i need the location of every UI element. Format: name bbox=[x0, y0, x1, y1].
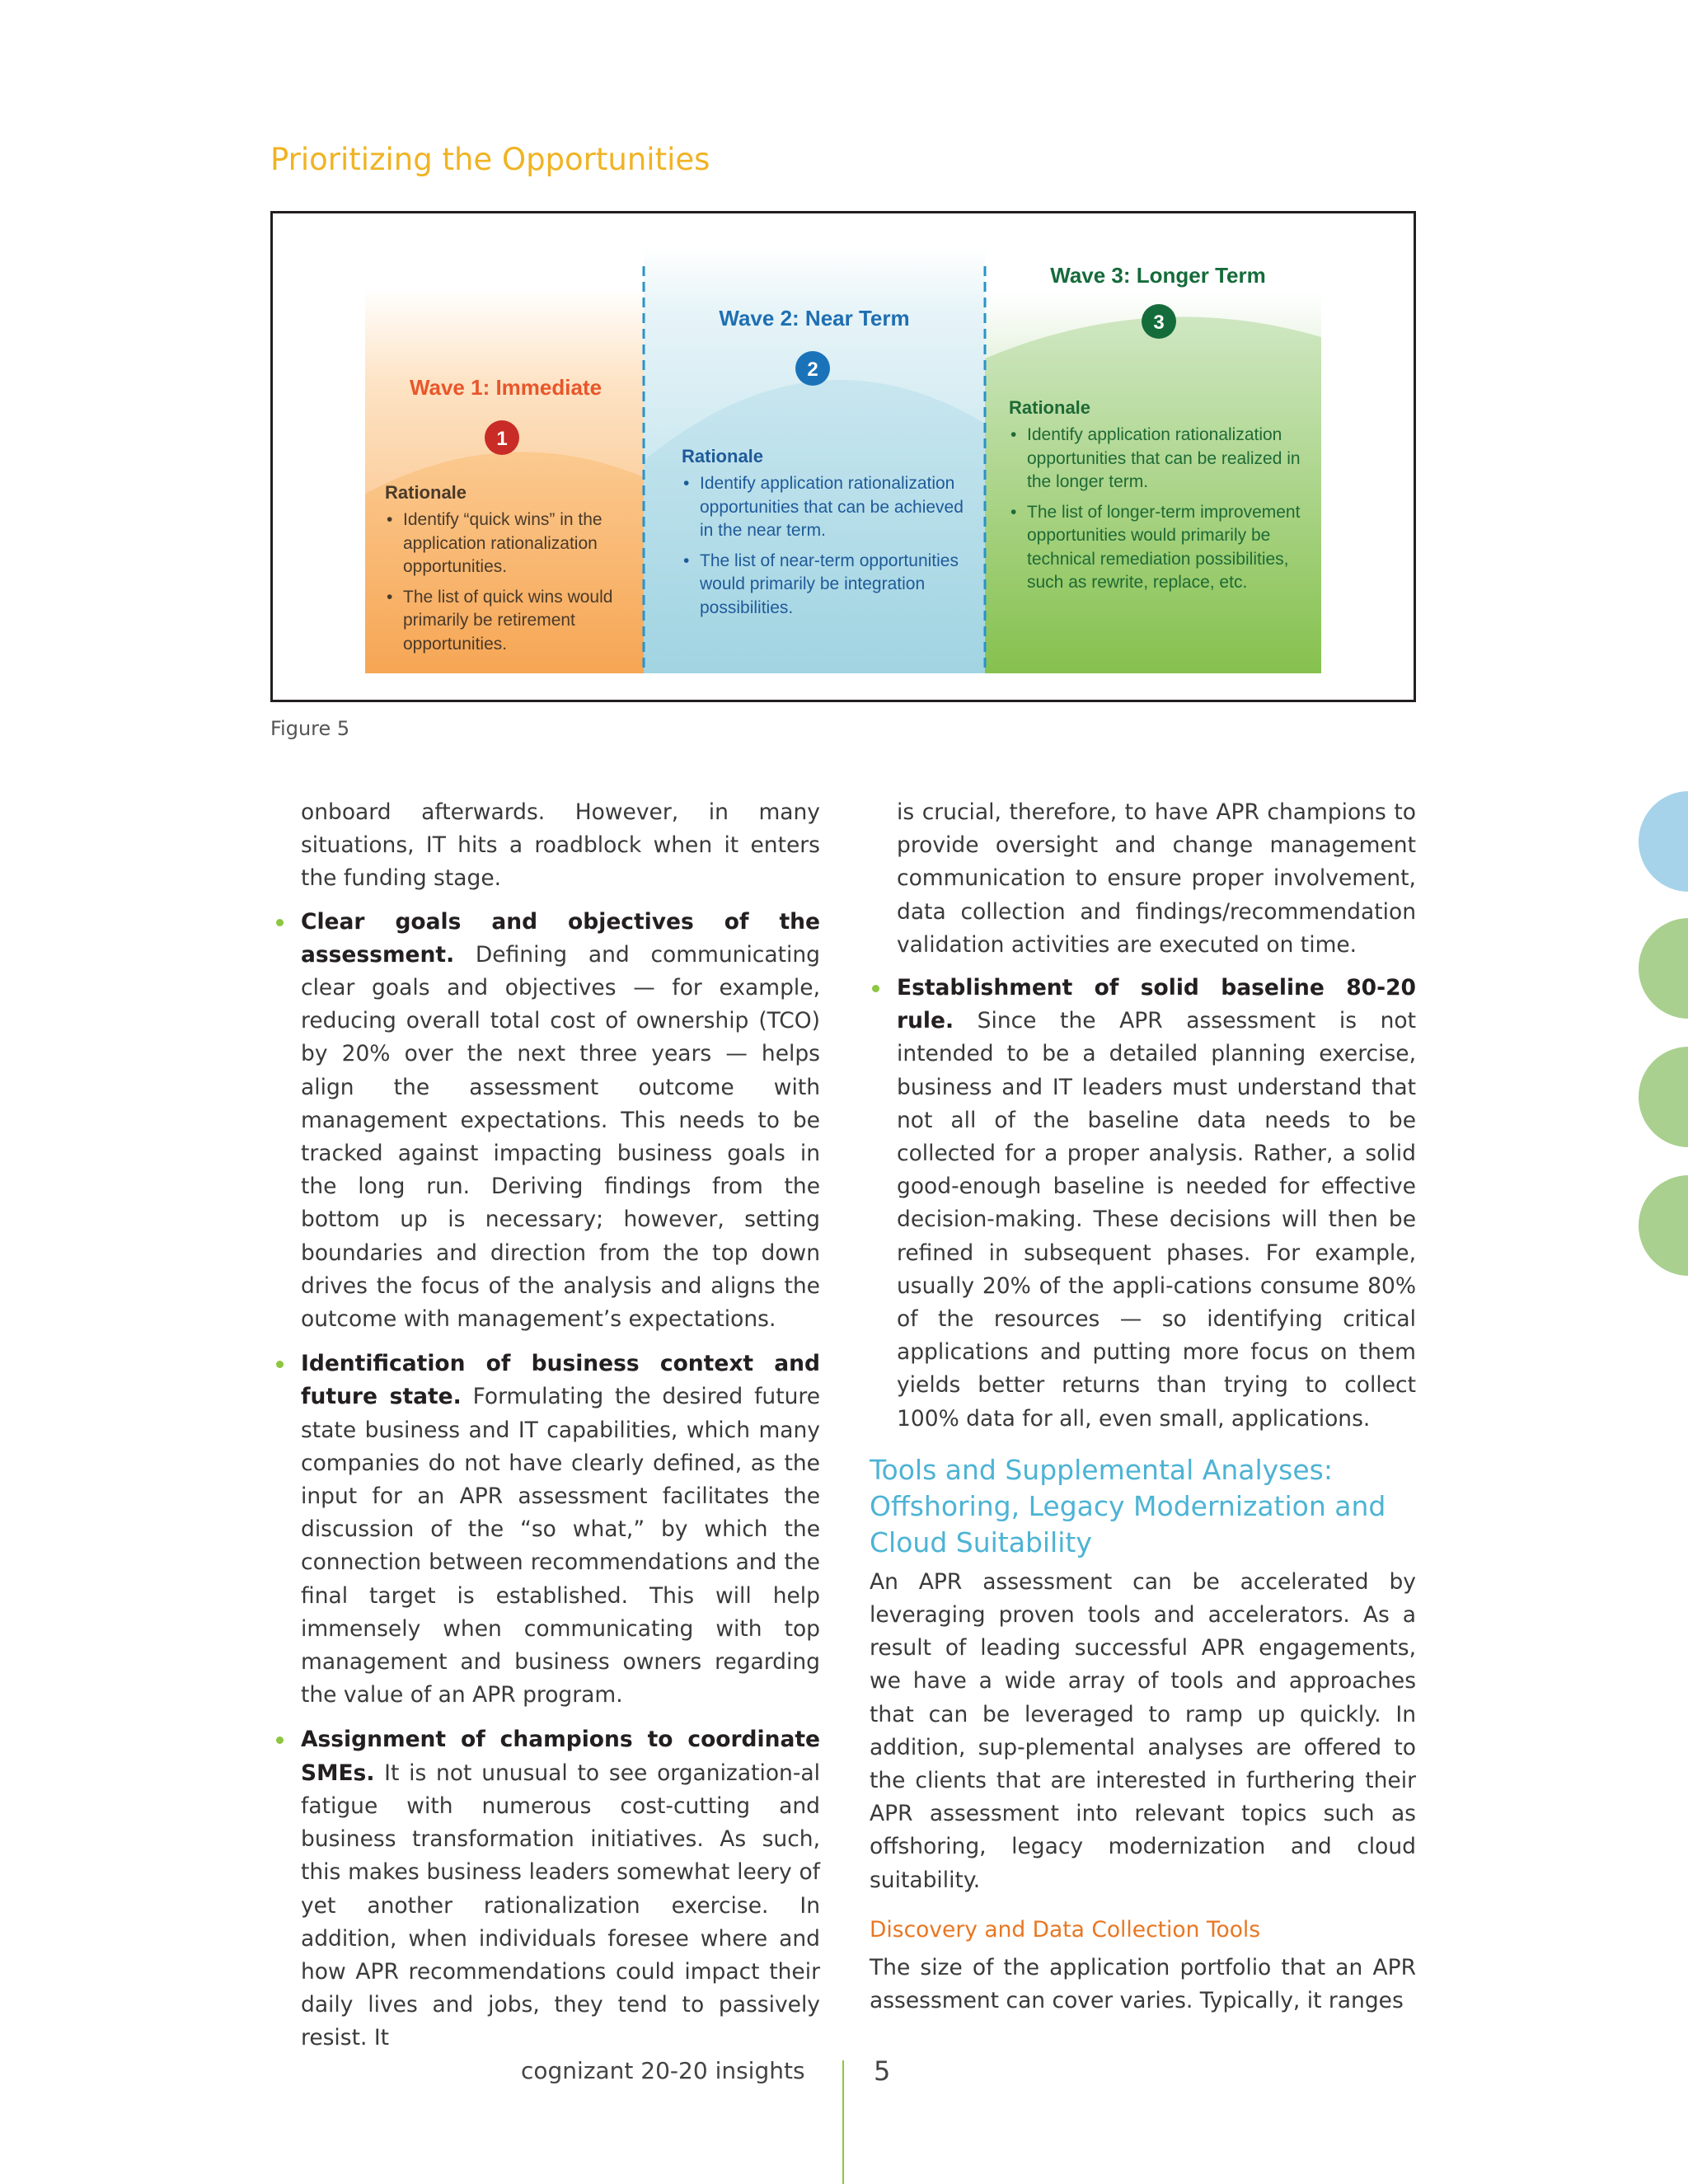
figure-wave-diagram bbox=[270, 211, 1416, 702]
section-title: Prioritizing the Opportunities bbox=[270, 142, 710, 177]
wave-3-bullet: • The list of longer-term improvement opportunities would primarily be technical remediation possibilities, such as rewrite, replace, etc. bbox=[1009, 501, 1314, 595]
wave-2-rationale bbox=[682, 446, 972, 626]
bullet-lead: Identification of business context and future state. bbox=[301, 1351, 820, 1410]
side-decoration-dot bbox=[1639, 1175, 1688, 1276]
discovery-paragraph: The size of the application portfolio that an APR assessment can cover varies. Typically, it ranges bbox=[870, 1955, 1416, 2014]
page-number: 5 bbox=[874, 2055, 891, 2087]
wave-3-number: 3 bbox=[1153, 312, 1165, 334]
wave-2-bullet: • The list of near-term opportunities would primarily be integration possibilities. bbox=[682, 550, 972, 621]
wave-3-rationale-list bbox=[1009, 424, 1314, 595]
wave-1-rationale-heading: Rationale bbox=[385, 482, 467, 503]
figure-caption: Figure 5 bbox=[270, 717, 350, 740]
bullet-text: It is not unusual to see organization-al fatigue with numerous cost-cutting and business transformation initiatives. As such, this makes business leaders somewhat leery of yet another rationalization exercise. In addition, when individuals foresee where and how APR recommendations could impact their daily lives and jobs, they tend to passively resist. It bbox=[301, 1760, 820, 2051]
tools-paragraph: An APR assessment can be accelerated by leveraging proven tools and accelerators. As a result of leading successful APR engagements, we have a wide array of tools and approaches that can be leveraged to ramp up quickly. In addition, sup-plemental analyses are offered to the clients that are interested in furthering their APR assessment into relevant topics such as offshoring, legacy modernization and cloud suitability. bbox=[870, 1568, 1416, 1893]
left-intro-paragraph: onboard afterwards. However, in many situations, IT hits a roadblock when it enters the funding stage. bbox=[301, 799, 820, 892]
wave-1-bullet: • Identify “quick wins” in the application rationalization opportunities. bbox=[385, 509, 636, 579]
footer-publication: cognizant 20-20 insights bbox=[521, 2057, 805, 2084]
side-decoration-dot bbox=[1639, 791, 1688, 892]
footer-divider bbox=[842, 2060, 844, 2184]
wave-2-rationale-heading: Rationale bbox=[682, 446, 764, 466]
wave-3-rationale-heading: Rationale bbox=[1009, 397, 1091, 418]
list-item bbox=[301, 1723, 820, 2055]
wave-2-bullet: • Identify application rationalization opportunities that can be achieved in the near term. bbox=[682, 472, 972, 543]
bullet-text: Since the APR assessment is not intended to be a detailed planning exercise, business and IT leaders must understand that not all of the baseline data needs to be collected for a proper analysis. Rather, a solid good-enough baseline is needed for effective decision-making. These decisions will then be refined in subsequent phases. For example, usually 20% of the appli-cations consume 80% of the resources — so identifying critical applications and putting more focus on them yields better returns than trying to collect 100% data for all, even small, applications. bbox=[897, 1008, 1416, 1432]
left-column bbox=[301, 796, 820, 2067]
wave-2-rationale-list bbox=[682, 472, 972, 620]
bullet-text: Formulating the desired future state business and IT capabilities, which many companies do not have clearly defined, as the input for an APR assessment facilitates the discussion of the “so what,” by which the connection between recommendations and the final target is established. This will help immensely when communicating with top management and business owners regarding the value of an APR program. bbox=[301, 1384, 820, 1708]
right-intro-paragraph: is crucial, therefore, to have APR champions to provide oversight and change management communication to ensure proper involvement, data collection and findings/recommendation validation activities are executed on time. bbox=[897, 799, 1416, 958]
bullet-lead: Clear goals and objectives of the assessment. bbox=[301, 908, 820, 968]
right-bullet-list bbox=[897, 972, 1416, 1436]
wave-3-rationale bbox=[1009, 397, 1314, 602]
list-item bbox=[301, 906, 820, 1337]
wave-2-number: 2 bbox=[807, 359, 818, 381]
bullet-text: Defining and communicating clear goals and objectives — for example, reducing overall total cost of ownership (TCO) by 20% over the next three years — helps align the assessment outcome with management expectations. This needs to be tracked against impacting business goals in the long run. Deriving findings from the bottom up is necessary; however, setting boundaries and direction from the top down drives the focus of the analysis and aligns the outcome with management’s expectations. bbox=[301, 941, 820, 1333]
list-item bbox=[897, 972, 1416, 1436]
wave-1-title: Wave 1: Immediate bbox=[409, 375, 603, 400]
discovery-subheading: Discovery and Data Collection Tools bbox=[870, 1916, 1261, 1943]
wave-2-title: Wave 2: Near Term bbox=[719, 306, 910, 330]
wave-1-rationale-list bbox=[385, 509, 636, 656]
wave-1-bullet: • The list of quick wins would primarily be retirement opportunities. bbox=[385, 586, 636, 657]
wave-3-title: Wave 3: Longer Term bbox=[1050, 263, 1266, 288]
wave-1-number: 1 bbox=[496, 428, 508, 450]
list-item bbox=[301, 1347, 820, 1712]
tools-section-heading: Tools and Supplemental Analyses: Offshoring, Legacy Modernization and Cloud Suitability bbox=[870, 1453, 1386, 1558]
right-column bbox=[870, 796, 1416, 2018]
bullet-lead: Establishment of solid baseline 80-20 rule. bbox=[897, 975, 1416, 1034]
wave-3-bullet: • Identify application rationalization opportunities that can be realized in the longer term. bbox=[1009, 424, 1314, 494]
side-decoration-dot bbox=[1639, 918, 1688, 1019]
side-decoration-dot bbox=[1639, 1047, 1688, 1147]
wave-1-rationale bbox=[385, 482, 636, 663]
left-bullet-list bbox=[301, 906, 820, 2055]
bullet-lead: Assignment of champions to coordinate SMEs. bbox=[301, 1727, 820, 1786]
